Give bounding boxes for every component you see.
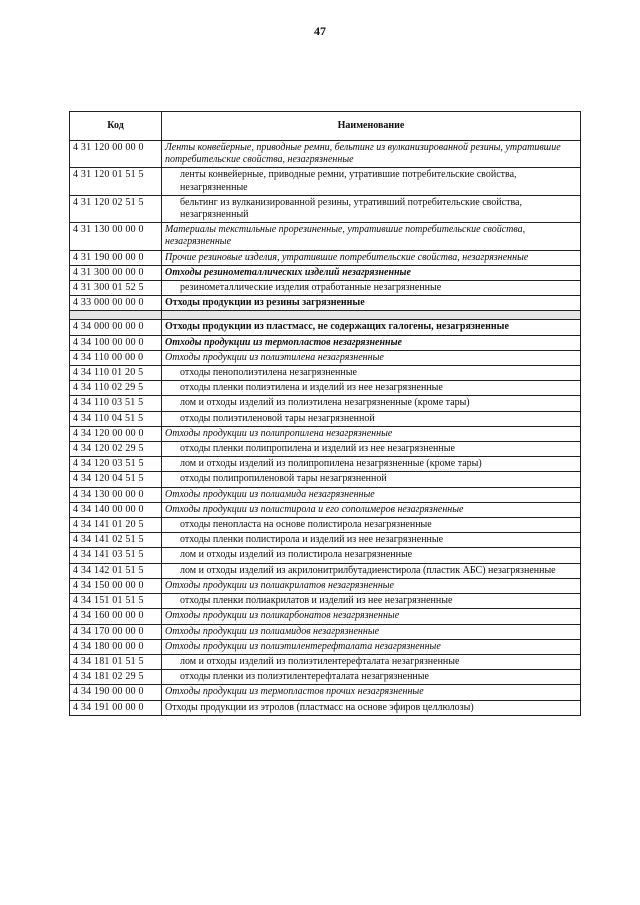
table-row: [70, 296, 581, 311]
table-row: [70, 281, 581, 296]
waste-name-cell: [162, 311, 581, 320]
waste-code-table: [69, 111, 581, 716]
waste-code-cell: 4 34 140 00 00 0: [70, 502, 162, 517]
waste-name-cell: отходы полиэтиленовой тары незагрязненной: [162, 411, 581, 426]
waste-code-cell: 4 31 120 02 51 5: [70, 195, 162, 222]
waste-code-cell: 4 34 170 00 00 0: [70, 624, 162, 639]
waste-code-cell: 4 34 160 00 00 0: [70, 609, 162, 624]
waste-code-cell: 4 34 141 01 20 5: [70, 518, 162, 533]
waste-code-cell: 4 34 130 00 00 0: [70, 487, 162, 502]
waste-name-cell: Отходы продукции из полипропилена незагрязненные: [162, 426, 581, 441]
waste-code-cell: 4 34 141 03 51 5: [70, 548, 162, 563]
waste-name-cell: Прочие резиновые изделия, утратившие потребительские свойства, незагрязненные: [162, 250, 581, 265]
table-row: [70, 426, 581, 441]
waste-name-cell: Отходы продукции из термопластов прочих незагрязненные: [162, 685, 581, 700]
waste-name-cell: отходы пенопласта на основе полистирола незагрязненные: [162, 518, 581, 533]
table-row: [70, 472, 581, 487]
waste-name-cell: Отходы продукции из полистирола и его сополимеров незагрязненные: [162, 502, 581, 517]
waste-name-cell: ленты конвейерные, приводные ремни, утратившие потребительские свойства, незагрязненные: [162, 168, 581, 195]
waste-name-cell: лом и отходы изделий из полиэтилентерефталата незагрязненные: [162, 654, 581, 669]
waste-code-cell: 4 31 120 01 51 5: [70, 168, 162, 195]
table-header-row: [70, 112, 581, 141]
waste-code-cell: 4 34 180 00 00 0: [70, 639, 162, 654]
waste-name-cell: отходы полипропиленовой тары незагрязненной: [162, 472, 581, 487]
waste-code-cell: 4 34 000 00 00 0: [70, 320, 162, 335]
table-row: [70, 502, 581, 517]
waste-name-cell: Отходы продукции из полиамидов незагрязненные: [162, 624, 581, 639]
table-row: [70, 563, 581, 578]
waste-name-cell: отходы пенополиэтилена незагрязненные: [162, 366, 581, 381]
waste-name-cell: отходы пленки полистирола и изделий из нее незагрязненные: [162, 533, 581, 548]
code-column-header: Код: [70, 112, 162, 141]
waste-name-cell: Отходы продукции из резины загрязненные: [162, 296, 581, 311]
table-row: [70, 594, 581, 609]
waste-code-cell: 4 34 181 02 29 5: [70, 670, 162, 685]
table-row: [70, 457, 581, 472]
table-row: [70, 381, 581, 396]
waste-name-cell: отходы пленки полиэтилена и изделий из нее незагрязненные: [162, 381, 581, 396]
waste-code-cell: 4 34 110 00 00 0: [70, 350, 162, 365]
waste-code-cell: 4 34 181 01 51 5: [70, 654, 162, 669]
name-column-header: Наименование: [162, 112, 581, 141]
table-row: [70, 518, 581, 533]
page-number: 47: [314, 24, 326, 38]
waste-code-cell: 4 34 110 03 51 5: [70, 396, 162, 411]
table-row: [70, 654, 581, 669]
waste-code-cell: 4 34 100 00 00 0: [70, 335, 162, 350]
waste-code-cell: 4 33 000 00 00 0: [70, 296, 162, 311]
waste-name-cell: Отходы продукции из этролов (пластмасс на основе эфиров целлюлозы): [162, 700, 581, 715]
table-row: [70, 533, 581, 548]
waste-name-cell: Ленты конвейерные, приводные ремни, бельтинг из вулканизированной резины, утратившие потребительские свойства, незагрязненные: [162, 141, 581, 168]
waste-code-cell: 4 34 120 00 00 0: [70, 426, 162, 441]
waste-name-cell: Отходы продукции из полиэтилентерефталата незагрязненные: [162, 639, 581, 654]
table-row: [70, 396, 581, 411]
waste-code-cell: 4 34 190 00 00 0: [70, 685, 162, 700]
table-row: [70, 141, 581, 168]
table-row: [70, 195, 581, 222]
waste-code-cell: 4 34 120 02 29 5: [70, 442, 162, 457]
waste-code-cell: 4 31 130 00 00 0: [70, 223, 162, 250]
waste-code-cell: 4 34 110 04 51 5: [70, 411, 162, 426]
table-row: [70, 366, 581, 381]
table-row: [70, 335, 581, 350]
waste-name-cell: Материалы текстильные прорезиненные, утратившие потребительские свойства, незагрязненные: [162, 223, 581, 250]
table-row: [70, 548, 581, 563]
waste-code-cell: 4 31 120 00 00 0: [70, 141, 162, 168]
table-row: [70, 168, 581, 195]
table-row: [70, 250, 581, 265]
table-row: [70, 700, 581, 715]
table-row: [70, 411, 581, 426]
waste-code-cell: 4 31 300 00 00 0: [70, 265, 162, 280]
waste-name-cell: Отходы продукции из полиамида незагрязненные: [162, 487, 581, 502]
waste-name-cell: резинометаллические изделия отработанные незагрязненные: [162, 281, 581, 296]
waste-code-cell: 4 34 110 02 29 5: [70, 381, 162, 396]
table-row: [70, 265, 581, 280]
table-row: [70, 624, 581, 639]
waste-name-cell: Отходы продукции из пластмасс, не содержащих галогены, незагрязненные: [162, 320, 581, 335]
waste-name-cell: лом и отходы изделий из акрилонитрилбутадиенстирола (пластик АБС) незагрязненные: [162, 563, 581, 578]
waste-name-cell: Отходы резинометаллических изделий незагрязненные: [162, 265, 581, 280]
waste-name-cell: Отходы продукции из поликарбонатов незагрязненные: [162, 609, 581, 624]
waste-code-cell: 4 31 300 01 52 5: [70, 281, 162, 296]
table-row: [70, 609, 581, 624]
waste-name-cell: лом и отходы изделий из полиэтилена незагрязненные (кроме тары): [162, 396, 581, 411]
shaded-separator-row: [70, 311, 581, 320]
waste-name-cell: лом и отходы изделий из полипропилена незагрязненные (кроме тары): [162, 457, 581, 472]
waste-code-cell: 4 34 110 01 20 5: [70, 366, 162, 381]
table-row: [70, 223, 581, 250]
waste-code-cell: 4 34 151 01 51 5: [70, 594, 162, 609]
table-body: [70, 141, 581, 716]
waste-code-cell: 4 34 150 00 00 0: [70, 578, 162, 593]
waste-code-cell: [70, 311, 162, 320]
waste-name-cell: лом и отходы изделий из полистирола незагрязненные: [162, 548, 581, 563]
waste-code-cell: 4 34 120 04 51 5: [70, 472, 162, 487]
table-row: [70, 578, 581, 593]
table-row: [70, 442, 581, 457]
waste-name-cell: отходы пленки полипропилена и изделий из нее незагрязненные: [162, 442, 581, 457]
waste-code-cell: 4 31 190 00 00 0: [70, 250, 162, 265]
waste-code-cell: 4 34 142 01 51 5: [70, 563, 162, 578]
waste-code-cell: 4 34 120 03 51 5: [70, 457, 162, 472]
waste-name-cell: отходы пленки полиакрилатов и изделий из нее незагрязненные: [162, 594, 581, 609]
table-row: [70, 685, 581, 700]
waste-name-cell: отходы пленки из полиэтилентерефталата незагрязненные: [162, 670, 581, 685]
table-row: [70, 670, 581, 685]
waste-name-cell: Отходы продукции из термопластов незагрязненные: [162, 335, 581, 350]
waste-name-cell: бельтинг из вулканизированной резины, утративший потребительские свойства, незагрязненный: [162, 195, 581, 222]
waste-code-cell: 4 34 141 02 51 5: [70, 533, 162, 548]
table-row: [70, 487, 581, 502]
waste-name-cell: Отходы продукции из полиэтилена незагрязненные: [162, 350, 581, 365]
waste-name-cell: Отходы продукции из полиакрилатов незагрязненные: [162, 578, 581, 593]
table-row: [70, 320, 581, 335]
table-row: [70, 350, 581, 365]
table-row: [70, 639, 581, 654]
waste-code-cell: 4 34 191 00 00 0: [70, 700, 162, 715]
